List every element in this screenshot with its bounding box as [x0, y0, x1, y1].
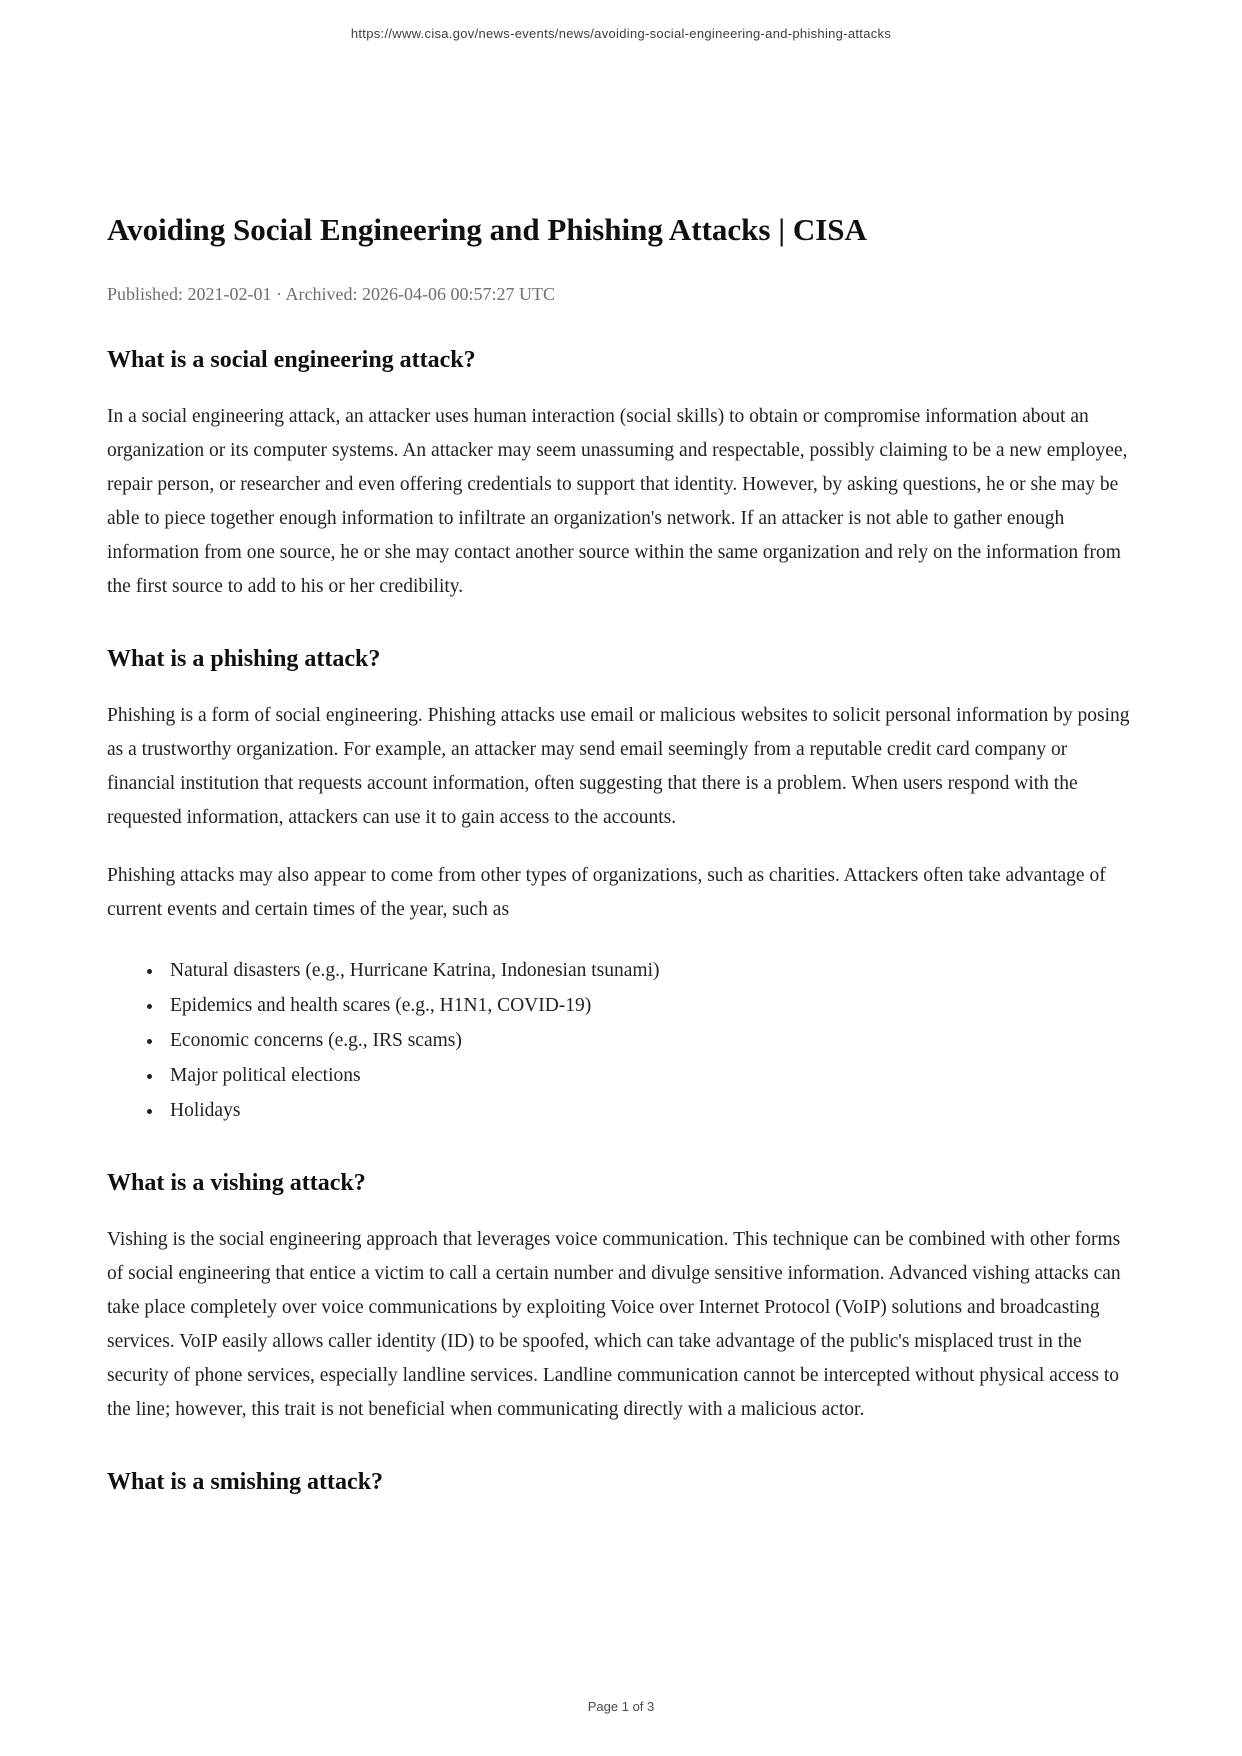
list-item-epidemics: • Epidemics and health scares (e.g., H1N1, COVID-19)	[164, 988, 1135, 1023]
list-item-economic-concerns: • Economic concerns (e.g., IRS scams)	[164, 1023, 1135, 1058]
paragraph-phishing-1: Phishing is a form of social engineering. Phishing attacks use email or malicious websites to solicit personal information by posing as a trustworthy organization. For example, an attacker may send email seemingly from a reputable credit card company or financial institution that requests account information, often suggesting that there is a problem. When users respond with the requested information, attackers can use it to gain access to the accounts.	[107, 705, 1130, 828]
list-item-holidays: • Holidays	[164, 1093, 1135, 1128]
section-heading-phishing: What is a phishing attack?	[107, 646, 381, 672]
print-header-url: https://www.cisa.gov/news-events/news/avoiding-social-engineering-and-phishing-attacks	[350, 26, 892, 41]
paragraph-social-engineering: In a social engineering attack, an attacker uses human interaction (social skills) to obtain or compromise information about an organization or its computer systems. An attacker may seem unassuming and respectable, possibly claiming to be a new employee, repair person, or researcher and even offering credentials to support that identity. However, by asking questions, he or she may be able to piece together enough information to infiltrate an organization's network. If an attacker is not able to gather enough information from one source, he or she may contact another source within the same organization and rely on the information from the first source to add to his or her credibility.	[107, 406, 1128, 597]
phishing-examples-list	[107, 953, 1135, 1128]
section-heading-smishing: What is a smishing attack?	[107, 1469, 384, 1495]
page-title: Avoiding Social Engineering and Phishing Attacks | CISA	[107, 212, 867, 247]
published-byline: Published: 2021-02-01 · Archived: 2026-04-06 00:57:27 UTC	[107, 284, 555, 304]
list-item-natural-disasters: • Natural disasters (e.g., Hurricane Katrina, Indonesian tsunami)	[164, 953, 1135, 988]
section-heading-vishing: What is a vishing attack?	[107, 1170, 366, 1196]
section-heading-social-engineering: What is a social engineering attack?	[107, 347, 476, 373]
paragraph-phishing-2: Phishing attacks may also appear to come from other types of organizations, such as charities. Attackers often take advantage of current events and certain times of the year, such as	[107, 865, 1106, 920]
list-item-political-elections: • Major political elections	[164, 1058, 1135, 1093]
paragraph-vishing: Vishing is the social engineering approach that leverages voice communication. This technique can be combined with other forms of social engineering that entice a victim to call a certain number and divulge sensitive information. Advanced vishing attacks can take place completely over voice communications by exploiting Voice over Internet Protocol (VoIP) solutions and broadcasting services. VoIP easily allows caller identity (ID) to be spoofed, which can take advantage of the public's misplaced trust in the security of phone services, especially landline services. Landline communication cannot be intercepted without physical access to the line; however, this trait is not beneficial when communicating directly with a malicious actor.	[107, 1229, 1121, 1420]
page-number-footer: Page 1 of 3	[587, 1699, 655, 1714]
